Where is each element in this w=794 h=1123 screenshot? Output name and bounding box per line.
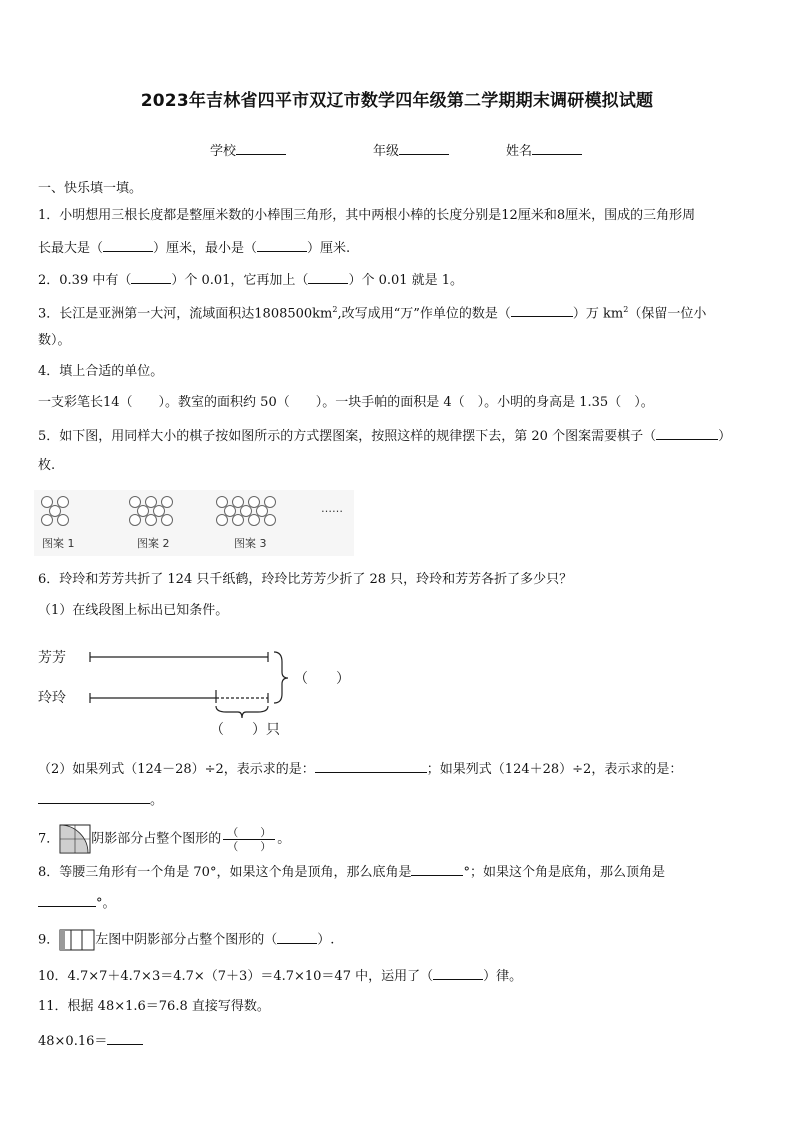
chess-piece xyxy=(130,497,141,508)
q3-sup-2: 2 xyxy=(623,305,629,314)
q7-end: 。 xyxy=(277,831,291,847)
q3-blank[interactable] xyxy=(511,303,573,317)
q6-blank-2[interactable] xyxy=(38,790,150,804)
q5-blank[interactable] xyxy=(656,426,718,440)
q10-text-b: ）律。 xyxy=(483,969,523,984)
chess-piece xyxy=(146,515,157,526)
q9-blank[interactable] xyxy=(277,930,317,944)
q6-text-a: （2）如果列式（124－28）÷2，表示求的是： xyxy=(38,762,315,777)
q6-sub2-line1 xyxy=(38,759,682,779)
q2-blank-2[interactable] xyxy=(308,270,348,284)
chess-piece xyxy=(130,515,141,526)
q5-text-a: 5．如下图，用同样大小的棋子按如图所示的方式摆图案，按照这样的规律摆下去，第 20 个图案需要棋子（ xyxy=(38,429,657,444)
name-label: 姓名 xyxy=(506,144,533,159)
q9-line xyxy=(38,929,334,951)
q6-blank-1[interactable] xyxy=(315,759,427,773)
q8-blank-2[interactable] xyxy=(38,893,96,907)
school-field xyxy=(210,140,286,159)
q6-segment-diagram xyxy=(38,640,368,740)
q6-line1: 6．玲玲和芳芳共折了 124 只千纸鹤，玲玲比芳芳少折了 28 只，玲玲和芳芳各折了多少只？ xyxy=(38,572,573,587)
label-fangfang: 芳芳 xyxy=(38,650,66,666)
q2-line xyxy=(38,270,463,290)
q6-sub1: （1）在线段图上标出已知条件。 xyxy=(38,603,229,618)
chess-piece xyxy=(58,515,69,526)
label-lingling: 玲玲 xyxy=(38,690,66,706)
chess-piece xyxy=(42,515,53,526)
q10-text-a: 10．4.7×7＋4.7×3＝4.7×（7＋3）＝4.7×10＝47 中，运用了（ xyxy=(38,969,434,984)
q8-text-a: 8．等腰三角形有一个角是 70°，如果这个角是顶角，那么底角是 xyxy=(38,865,412,880)
q1-line1: 1．小明想用三根长度都是整厘米数的小棒围三角形，其中两根小棒的长度分别是12厘米和8厘米，围成的三角形周 xyxy=(38,208,696,223)
q9-text-a: 左图中阴影部分占整个图形的（ xyxy=(95,932,278,948)
q3-text-c: ）万 km xyxy=(572,306,624,322)
grade-blank[interactable] xyxy=(399,140,449,155)
q5-text-b: ） xyxy=(718,429,732,444)
q8-line2 xyxy=(38,893,116,913)
chess-piece xyxy=(162,515,173,526)
q2-text-c: ）个 0.01 就是 1。 xyxy=(348,273,464,288)
q1-line2 xyxy=(38,238,350,258)
q4-line1: 4．填上合适的单位。 xyxy=(38,364,164,379)
chess-piece xyxy=(265,515,276,526)
q7-shaded-figure xyxy=(59,824,91,854)
q9-rectangle xyxy=(60,930,94,950)
page-title: 2023年吉林省四平市双辽市数学四年级第二学期期末调研模拟试题 xyxy=(140,91,654,111)
chess-piece xyxy=(241,506,252,517)
q7-text: 阴影部分占整个图形的 xyxy=(91,831,222,847)
q1-text-c: ）厘米. xyxy=(307,241,351,256)
q5-label-3: 图案 3 xyxy=(234,537,267,550)
q3-text-d: （保留一位小 xyxy=(628,306,707,322)
q5-line2: 枚. xyxy=(38,458,56,473)
q3-text-a: 3．长江是亚洲第一大河，流域面积达1808500km xyxy=(38,306,333,322)
chess-piece xyxy=(154,506,165,517)
school-label: 学校 xyxy=(210,144,237,159)
chess-piece xyxy=(217,515,228,526)
q7-fraction xyxy=(223,826,275,853)
q11-text: 48×0.16＝ xyxy=(38,1034,108,1049)
q5-figure-bg xyxy=(34,490,354,556)
q5-pattern-figure xyxy=(34,490,354,556)
difference-blank[interactable]: （ ）只 xyxy=(210,722,280,738)
q3-line1 xyxy=(38,301,706,323)
chess-piece xyxy=(58,497,69,508)
right-brace xyxy=(274,652,288,703)
grade-field xyxy=(373,140,449,159)
q11-line1: 11．根据 48×1.6＝76.8 直接写得数。 xyxy=(38,999,270,1014)
chess-piece xyxy=(233,515,244,526)
q2-text-b: ）个 0.01，它再加上（ xyxy=(171,273,309,288)
chess-piece xyxy=(225,506,236,517)
q8-text-c: °。 xyxy=(96,896,116,911)
q9-shaded-figure xyxy=(59,929,95,951)
q8-text-b: °；如果这个角是底角，那么顶角是 xyxy=(463,865,665,880)
chess-piece xyxy=(233,497,244,508)
school-blank[interactable] xyxy=(236,140,286,155)
q6-text-c: 。 xyxy=(150,793,164,808)
chess-piece xyxy=(249,515,260,526)
q5-line1 xyxy=(38,426,731,446)
chess-piece xyxy=(42,497,53,508)
q7-number: 7． xyxy=(38,831,60,847)
q1-blank-min[interactable] xyxy=(257,238,307,252)
q9-text-b: ）. xyxy=(317,932,335,948)
q5-ellipsis: …… xyxy=(321,502,343,515)
q5-label-2: 图案 2 xyxy=(137,537,170,550)
name-blank[interactable] xyxy=(532,140,582,155)
q3-line2: 数）。 xyxy=(38,333,71,348)
chess-piece xyxy=(162,497,173,508)
q7-denominator-blank[interactable]: （ ） xyxy=(227,839,272,853)
brace-blank[interactable]: （ ） xyxy=(294,671,350,687)
chess-piece xyxy=(265,497,276,508)
q5-label-1: 图案 1 xyxy=(42,537,75,550)
q8-line1 xyxy=(38,862,665,882)
q11-blank[interactable] xyxy=(107,1031,143,1045)
q8-blank-1[interactable] xyxy=(411,862,463,876)
chess-piece xyxy=(146,497,157,508)
grade-label: 年级 xyxy=(373,144,400,159)
q11-line2 xyxy=(38,1031,143,1051)
q10-blank[interactable] xyxy=(433,966,483,980)
q1-blank-max[interactable] xyxy=(103,238,153,252)
q1-text-b: ）厘米，最小是（ xyxy=(153,241,258,256)
bottom-brace xyxy=(216,706,268,718)
q6-sub2-line2 xyxy=(38,790,163,810)
q10-line xyxy=(38,966,522,986)
q7-numerator-blank[interactable]: （ ） xyxy=(223,826,275,840)
q4-line2: 一支彩笔长14（ ）。教室的面积约 50（ ）。一块手帕的面积是 4（ ）。小明的身高是 1.35（ ）。 xyxy=(38,395,654,410)
chess-piece xyxy=(50,506,61,517)
q2-text-a: 2．0.39 中有（ xyxy=(38,273,132,288)
chess-piece xyxy=(249,497,260,508)
q9-shaded-part xyxy=(60,930,65,950)
q3-text-b: ,改写成用“万”作单位的数是（ xyxy=(337,306,511,322)
chess-piece xyxy=(257,506,268,517)
q3-sup-1: 2 xyxy=(332,305,338,314)
chess-piece xyxy=(217,497,228,508)
q1-text-a: 长最大是（ xyxy=(38,241,104,256)
q2-blank-1[interactable] xyxy=(131,270,171,284)
section-heading: 一、快乐填一填。 xyxy=(38,181,143,196)
q9-number: 9． xyxy=(38,932,60,948)
q7-line xyxy=(38,824,290,854)
name-field xyxy=(506,140,582,159)
chess-piece xyxy=(138,506,149,517)
q6-text-b: ；如果列式（124＋28）÷2，表示求的是： xyxy=(426,762,683,777)
